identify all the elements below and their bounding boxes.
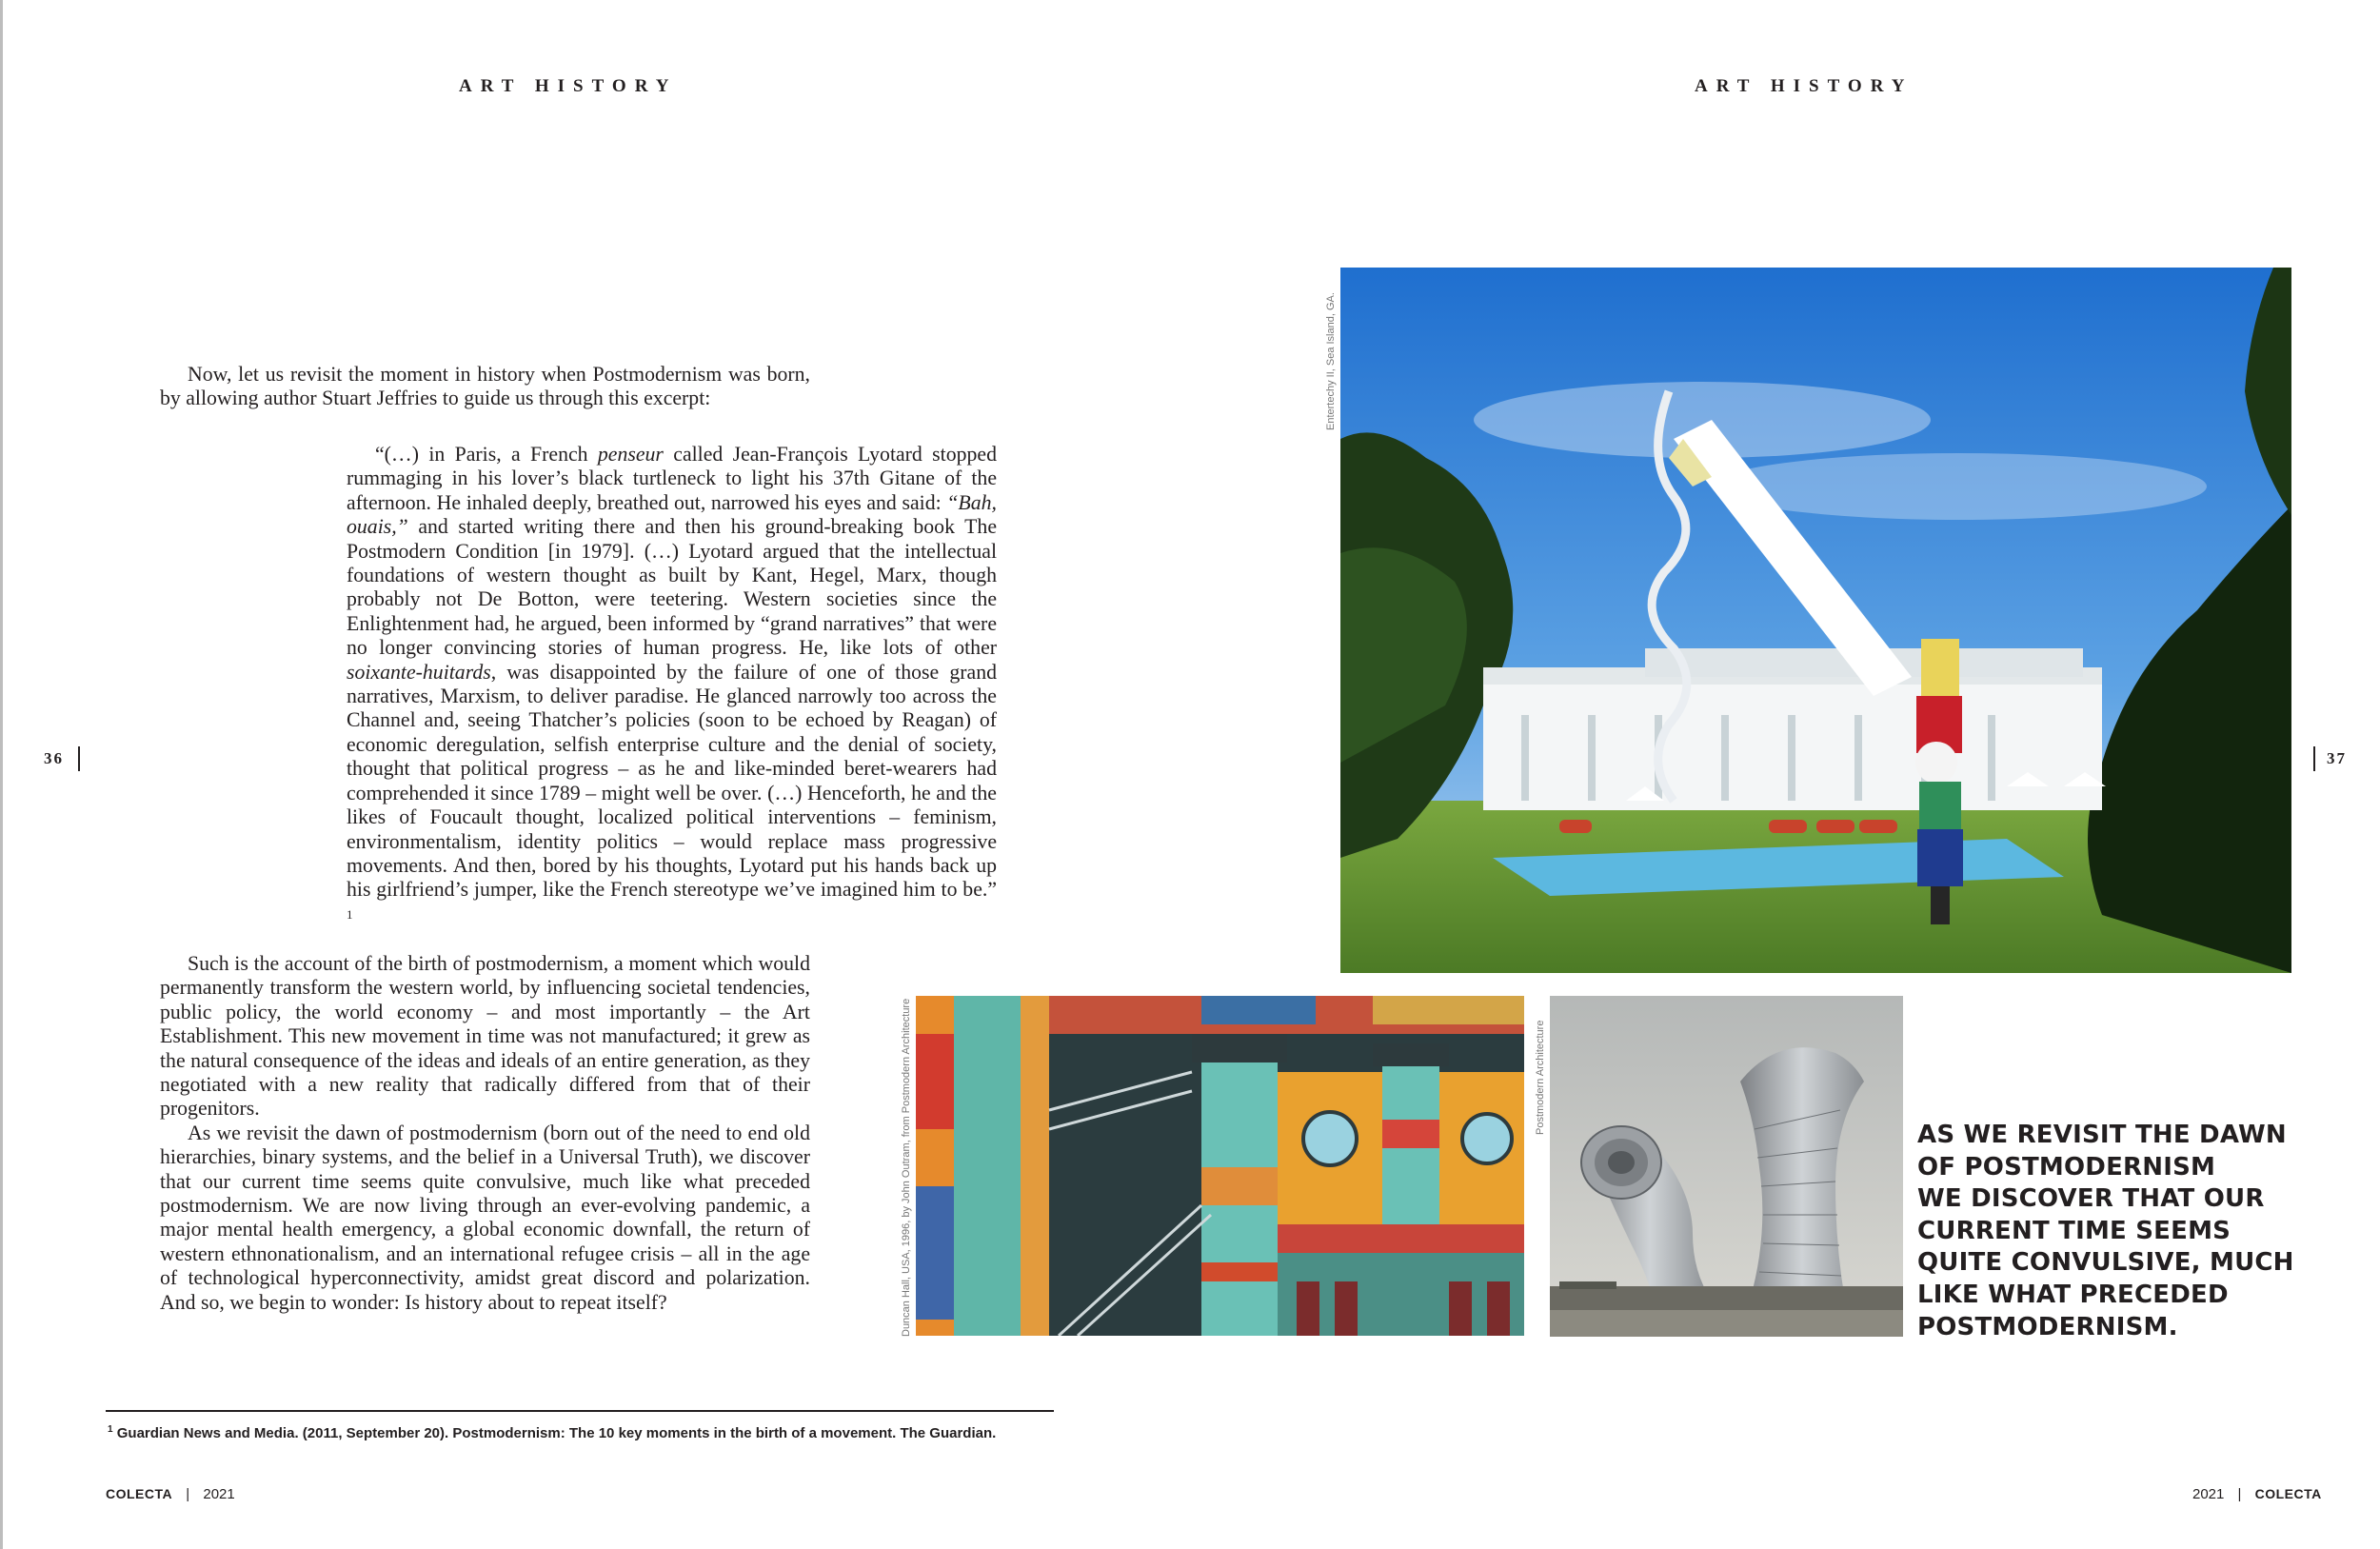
footer-left: COLECTA | 2021 bbox=[106, 1486, 235, 1502]
footer-year: 2021 bbox=[2192, 1486, 2225, 1502]
footer-right: 2021 | COLECTA bbox=[2192, 1486, 2322, 1502]
page-number-right: 37 bbox=[2327, 749, 2347, 767]
body-paragraph: As we revisit the dawn of postmodernism (born out of the need to end old hierarchies, binary systems, and the belief in a Universal Truth), we discover that our current time seems quite convulsive, much like what preceded postmodernism. We are now living through an ever-evolving pandemic, a major mental health emergency, a global economic downfall, the return of western ethnonationalism, and an international refugee crisis – all in the age of technological hyperconnectivity, amidst great discord and polarization. And so, we begin to wonder: Is history about to repeat itself? bbox=[160, 1121, 810, 1314]
footnote-rule bbox=[106, 1410, 1054, 1412]
body-text bbox=[160, 952, 810, 1315]
pull-quote: AS WE REVISIT THE DAWN OF POSTMODERNISM WE DISCOVER THAT OUR CURRENT TIME SEEMS QUITE CONVULSIVE, MUCH LIKE WHAT PRECEDED POSTMODERNISM. bbox=[1917, 1121, 2294, 1341]
footnote: $^1$ Guardian News and Media. (2011, September 20). Postmodernism: The 10 key moments in the birth of a movement. The Guardian. bbox=[108, 1424, 997, 1441]
brand-logo: COLECTA bbox=[106, 1486, 173, 1501]
brand-logo: COLECTA bbox=[2254, 1486, 2322, 1501]
footnote-reference[interactable]: 1 bbox=[347, 906, 353, 922]
page-number-rule-right bbox=[2313, 746, 2315, 771]
page-number-rule-left bbox=[78, 746, 80, 771]
towers-photo-caption: Postmodern Architecture bbox=[1535, 1020, 1546, 1135]
page-number-left: 36 bbox=[44, 749, 64, 767]
towers-photo bbox=[1550, 996, 1903, 1337]
main-photo-entertechy bbox=[1340, 268, 2291, 973]
spread-edge-left bbox=[0, 0, 3, 1549]
footer-year: 2021 bbox=[203, 1486, 235, 1502]
interior-photo-duncan-hall bbox=[916, 996, 1524, 1336]
main-photo-caption: Entertechy II, Sea Island, GA. bbox=[1325, 292, 1337, 430]
interior-photo-caption: Duncan Hall, USA, 1996, by John Outram, from Postmodern Architecture bbox=[901, 998, 912, 1337]
running-head-left: ART HISTORY bbox=[459, 76, 678, 96]
block-quote: “(…) in Paris, a French penseur called Jean-François Lyotard stopped rummaging in his lover’s black turtleneck to light his 37th Gitane of the afternoon. He inhaled deeply, breathed out, narrowed his eyes and said: “Bah, ouais,” and started writing there and then his ground-breaking book The Postmodern Condition [in 1979]. (…) Lyotard argued that the intellectual foundations of western thought as built by Kant, Hegel, Marx, though probably not De Botton, were teetering. Western societies since the Enlightenment had, he argued, been informed by “grand narratives” that were no longer convincing stories of human progress. He, like lots of other soixante-huitards, was disappointed by the failure of one of those grand narratives, Marxism, to deliver paradise. He glanced narrowly too across the Channel and, seeing Thatcher’s policies (soon to be echoed by Reagan) of economic deregulation, selfish enterprise culture and the denial of society, thought that political progress – as he and like-minded beret-wearers had comprehended it since 1789 – might well be over. (…) Henceforth, he and the likes of Foucault thought, localized political interventions – feminism, environmentalism, identity politics – would replace mass progressive movements. And then, bored by his thoughts, Lyotard put his hands back up his girlfriend’s jumper, like the French stereotype we’ve imagined him to be.” $^1$ bbox=[347, 443, 997, 922]
body-paragraph: Such is the account of the birth of postmodernism, a moment which would permanently transform the western world, by influencing societal tendencies, public policy, the world economy – and most importantly – the Art Establishment. This new movement in time was not manufactured; it grew as the natural consequence of the ideas and ideals of an entire generation, as they negotiated with a new reality that radically differed from that of their progenitors. bbox=[160, 952, 810, 1121]
intro-paragraph: Now, let us revisit the moment in history when Postmodernism was born, by allowing author Stuart Jeffries to guide us through this excerpt: bbox=[160, 363, 810, 410]
running-head-right: ART HISTORY bbox=[1695, 76, 1914, 96]
